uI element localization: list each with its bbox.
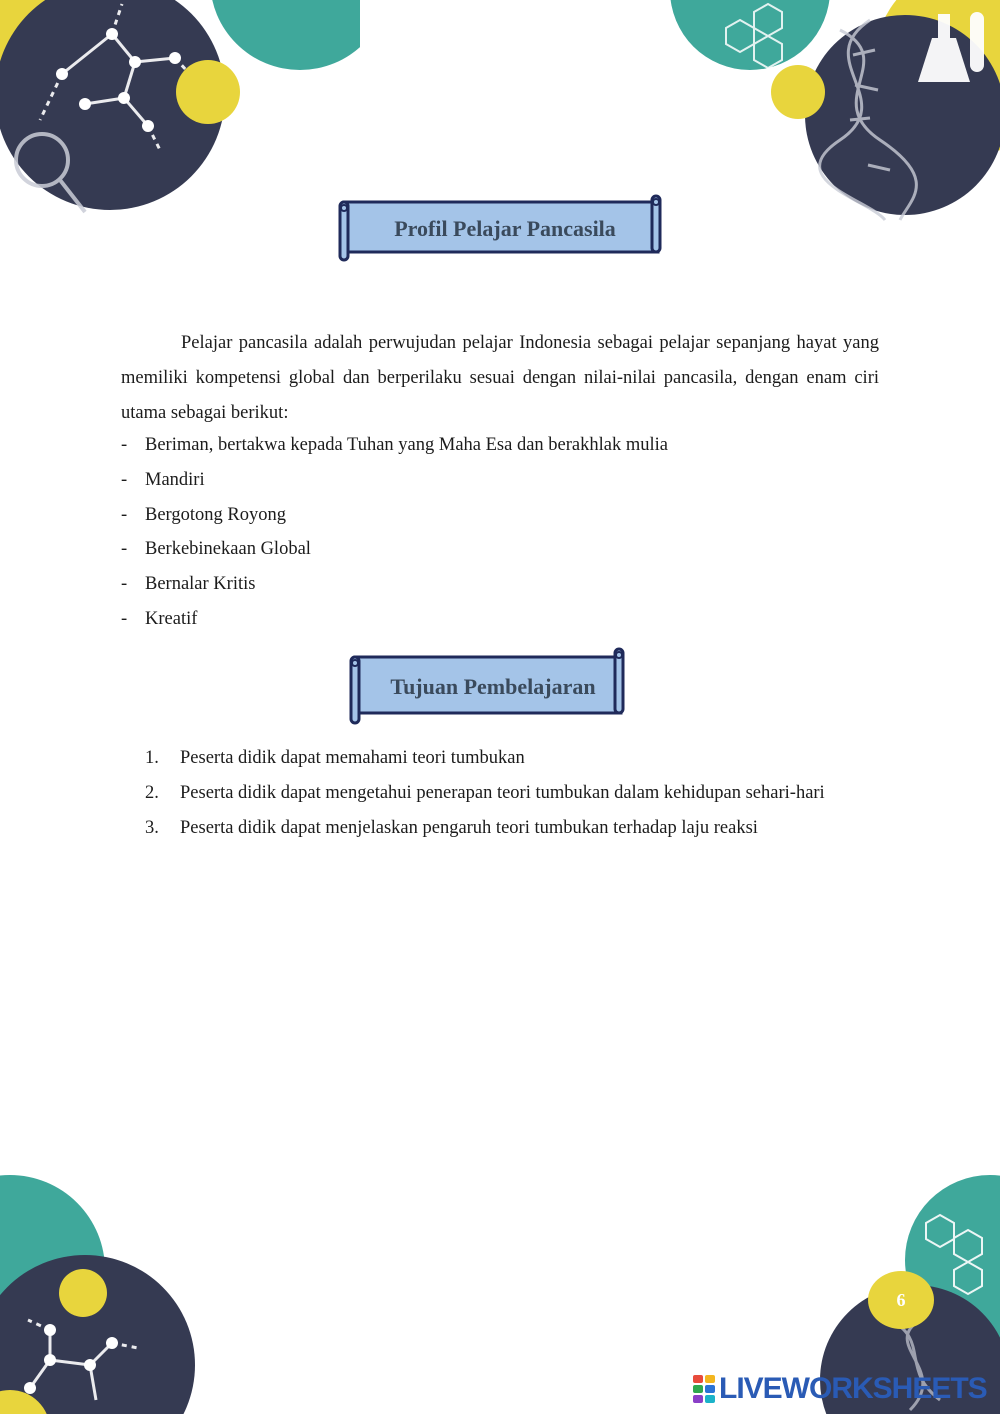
bullet-dash: - xyxy=(121,574,128,595)
list-item-text: Berkebinekaan Global xyxy=(145,539,311,560)
list-item xyxy=(121,567,668,602)
list-item xyxy=(121,428,668,463)
bullet-dash: - xyxy=(121,504,128,525)
learning-objectives-list xyxy=(145,741,825,845)
list-item-text: Mandiri xyxy=(145,469,205,490)
list-item-text: Peserta didik dapat memahami teori tumbukan xyxy=(180,748,525,768)
section-banner-tujuan xyxy=(347,647,627,727)
list-item xyxy=(145,811,825,846)
logo-text: LIVEWORKSHEETS xyxy=(719,1372,987,1405)
list-item-text: Peserta didik dapat mengetahui penerapan teori tumbukan dalam kehidupan sehari-hari xyxy=(180,782,825,803)
list-item xyxy=(145,776,825,811)
bullet-dash: - xyxy=(121,435,128,455)
list-item xyxy=(121,602,668,637)
bullet-dash: - xyxy=(121,608,128,629)
list-item-text: Beriman, bertakwa kepada Tuhan yang Maha Esa dan berakhlak mulia xyxy=(145,435,668,455)
list-item xyxy=(121,463,668,498)
section-title: Profil Pelajar Pancasila xyxy=(394,216,616,241)
list-item-text: Peserta didik dapat menjelaskan pengaruh teori tumbukan terhadap laju reaksi xyxy=(180,817,758,838)
logo-tiles-icon xyxy=(693,1375,715,1403)
bullet-dash: - xyxy=(121,469,128,490)
corner-decoration-top-right xyxy=(670,0,1000,225)
bullet-dash: - xyxy=(121,539,128,560)
list-item xyxy=(145,741,825,776)
list-item-text: Bergotong Royong xyxy=(145,504,286,525)
section-banner-profil xyxy=(336,194,662,264)
list-number: 2. xyxy=(145,782,159,803)
list-item xyxy=(121,532,668,567)
list-item xyxy=(121,498,668,533)
corner-decoration-bottom-left xyxy=(0,1160,220,1414)
intro-paragraph: Pelajar pancasila adalah perwujudan pelajar Indonesia sebagai pelajar sepanjang hayat yang memiliki kompetensi global dan berperilaku sesuai dengan nilai-nilai pancasila, dengan enam ciri utama sebagai berikut: xyxy=(121,333,879,423)
liveworksheets-logo[interactable] xyxy=(693,1372,987,1406)
page-number-badge: 6 xyxy=(868,1271,934,1329)
list-item-text: Bernalar Kritis xyxy=(145,574,256,595)
corner-decoration-top-left xyxy=(0,0,360,230)
section-title: Tujuan Pembelajaran xyxy=(390,674,596,699)
list-number: 3. xyxy=(145,817,159,838)
list-number: 1. xyxy=(145,748,159,768)
profile-traits-list xyxy=(121,428,668,637)
list-item-text: Kreatif xyxy=(145,608,198,629)
